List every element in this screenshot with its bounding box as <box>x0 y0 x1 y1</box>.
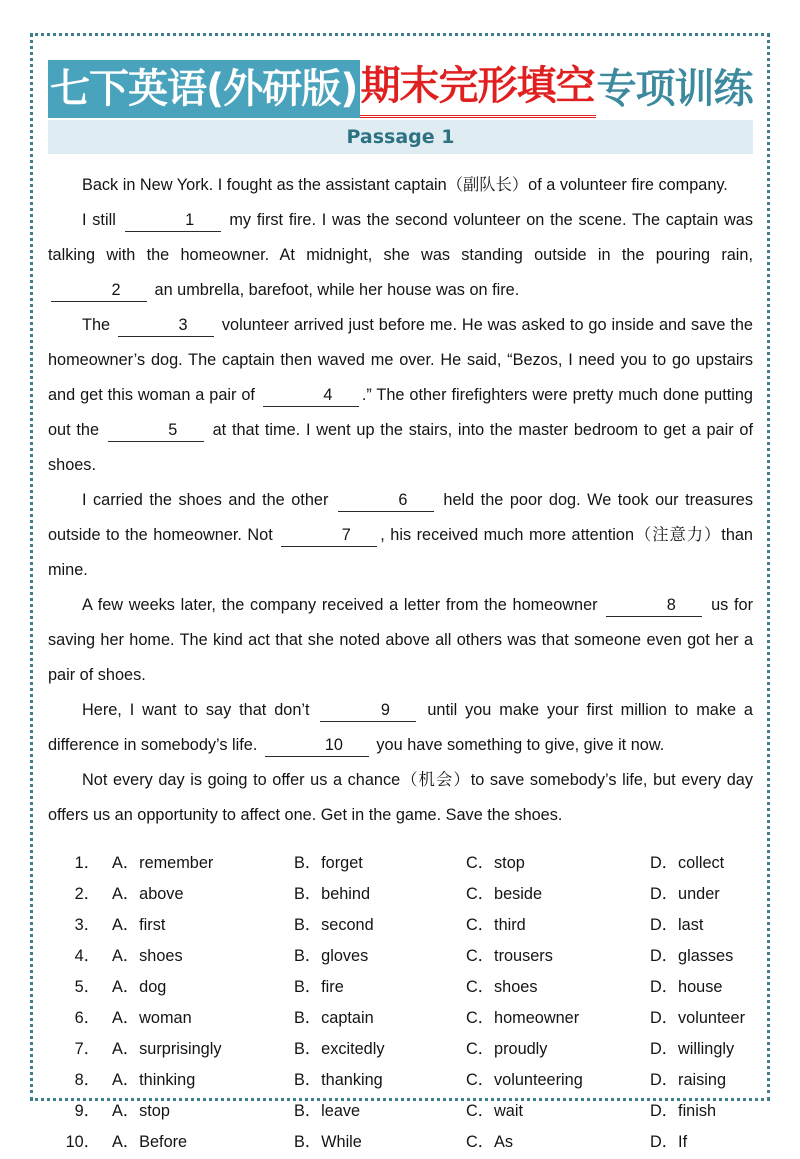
option-choice-A[interactable]: A．remember <box>112 854 214 872</box>
option-choice-C[interactable]: C．wait <box>466 1102 523 1120</box>
option-choice-A[interactable]: A．woman <box>112 1009 192 1027</box>
option-choice-B[interactable]: B．While <box>294 1133 362 1151</box>
passage-text-run: Back in New York. I fought as the assistant captain（副队长）of a volunteer fire company. <box>82 176 728 194</box>
passage-text-run: I carried the shoes and the other <box>82 491 335 509</box>
answer-blank-2[interactable]: 2 <box>51 279 147 302</box>
option-row <box>48 1066 753 1097</box>
option-choice-C[interactable]: C．stop <box>466 854 525 872</box>
option-choice-B[interactable]: B．thanking <box>294 1071 383 1089</box>
option-choice-A[interactable]: A．stop <box>112 1102 170 1120</box>
option-choice-B[interactable]: B．captain <box>294 1009 374 1027</box>
passage-text-run: A few weeks later, the company received a letter from the homeowner <box>82 596 604 614</box>
worksheet-title <box>48 60 753 118</box>
passage-text-run: you have something to give, give it now. <box>371 736 665 754</box>
option-number: 10． <box>65 1133 100 1151</box>
option-choice-C[interactable]: C．homeowner <box>466 1009 580 1027</box>
option-choice-C[interactable]: C．third <box>466 916 526 934</box>
option-choice-B[interactable]: B．leave <box>294 1102 361 1120</box>
answer-blank-1[interactable]: 1 <box>125 209 221 232</box>
option-choice-A[interactable]: A．thinking <box>112 1071 196 1089</box>
passage-text-run: .” The other firefighters were pretty much done putting out the <box>48 386 753 439</box>
option-choice-A[interactable]: A．first <box>112 916 166 934</box>
option-choice-D[interactable]: D．raising <box>650 1071 727 1089</box>
option-choice-C[interactable]: C．volunteering <box>466 1071 583 1089</box>
option-number: 8． <box>74 1071 100 1089</box>
option-choice-C[interactable]: C．shoes <box>466 978 538 996</box>
passage-paragraph <box>48 693 753 763</box>
option-row <box>48 1035 753 1066</box>
option-choice-B[interactable]: B．forget <box>294 854 363 872</box>
option-choice-D[interactable]: D．If <box>650 1133 688 1151</box>
passage-paragraph <box>48 588 753 693</box>
option-number: 7． <box>74 1040 100 1058</box>
passage-label: Passage 1 <box>346 126 455 148</box>
option-choice-A[interactable]: A．Before <box>112 1133 188 1151</box>
option-choice-A[interactable]: A．above <box>112 885 184 903</box>
answer-blank-4[interactable]: 4 <box>263 384 359 407</box>
option-choice-B[interactable]: B．second <box>294 916 374 934</box>
passage-paragraph <box>48 203 753 308</box>
passage-header-band <box>48 120 753 154</box>
passage-text-run: us for saving her home. The kind act that she noted above all others was that someone even got her a pair of shoes. <box>48 596 753 684</box>
option-row <box>48 1097 753 1128</box>
option-row <box>48 1004 753 1035</box>
option-choice-B[interactable]: B．fire <box>294 978 344 996</box>
title-segment-training: 专项训练 <box>596 66 753 112</box>
option-choice-C[interactable]: C．trousers <box>466 947 553 965</box>
option-choice-A[interactable]: A．dog <box>112 978 167 996</box>
option-choice-B[interactable]: B．excitedly <box>294 1040 385 1058</box>
option-choice-A[interactable]: A．surprisingly <box>112 1040 222 1058</box>
option-choice-A[interactable]: A．shoes <box>112 947 183 965</box>
option-row <box>48 942 753 973</box>
passage-text-run: The <box>82 316 115 334</box>
option-choice-D[interactable]: D．last <box>650 916 704 934</box>
option-number: 2． <box>74 885 100 903</box>
option-choice-B[interactable]: B．behind <box>294 885 371 903</box>
option-number: 1． <box>74 854 100 872</box>
passage-text-run: Not every day is going to offer us a chance（机会）to save somebody’s life, but every day offers us an opportunity to affect one. Get in the game. Save the shoes. <box>48 771 753 824</box>
answer-blank-8[interactable]: 8 <box>606 594 702 617</box>
passage-text-run: held the poor dog. We took our treasures outside to the homeowner. Not <box>48 491 753 544</box>
answer-blank-6[interactable]: 6 <box>338 489 434 512</box>
option-row <box>48 911 753 942</box>
option-choice-D[interactable]: D．collect <box>650 854 725 872</box>
option-choice-C[interactable]: C．As <box>466 1133 514 1151</box>
option-choice-D[interactable]: D．glasses <box>650 947 734 965</box>
passage-text-run: until you make your first million to make a difference in somebody’s life. <box>48 701 753 754</box>
option-row <box>48 973 753 1004</box>
answer-blank-9[interactable]: 9 <box>320 699 416 722</box>
option-number: 6． <box>74 1009 100 1027</box>
option-choice-D[interactable]: D．house <box>650 978 723 996</box>
options-list <box>48 849 753 1159</box>
worksheet-content <box>48 50 753 1159</box>
passage-paragraph <box>48 168 753 203</box>
passage-paragraph <box>48 763 753 833</box>
option-number: 4． <box>74 947 100 965</box>
option-row <box>48 1128 753 1159</box>
passage-text <box>48 168 753 833</box>
passage-text-run: , his received much more attention（注意力）than mine. <box>48 526 753 579</box>
option-choice-C[interactable]: C．beside <box>466 885 543 903</box>
option-choice-D[interactable]: D．volunteer <box>650 1009 746 1027</box>
passage-text-run: I still <box>82 211 122 229</box>
passage-paragraph <box>48 308 753 483</box>
option-number: 5． <box>74 978 100 996</box>
option-choice-D[interactable]: D．willingly <box>650 1040 735 1058</box>
option-choice-C[interactable]: C．proudly <box>466 1040 548 1058</box>
option-choice-D[interactable]: D．finish <box>650 1102 717 1120</box>
option-choice-B[interactable]: B．gloves <box>294 947 369 965</box>
answer-blank-5[interactable]: 5 <box>108 419 204 442</box>
option-row <box>48 880 753 911</box>
option-choice-D[interactable]: D．under <box>650 885 720 903</box>
passage-text-run: Here, I want to say that don’t <box>82 701 318 719</box>
title-segment-subject: 七下英语(外研版) <box>48 60 360 118</box>
title-segment-topic: 期末完形填空 <box>360 57 596 118</box>
passage-text-run: an umbrella, barefoot, while her house was on fire. <box>150 281 520 299</box>
passage-paragraph <box>48 483 753 588</box>
answer-blank-3[interactable]: 3 <box>118 314 214 337</box>
passage-text-run: volunteer arrived just before me. He was asked to go inside and save the homeowner’s dog. The captain then waved me over. He said, “Bezos, I need you to go upstairs and get this woman a pair of <box>48 316 753 404</box>
option-row <box>48 849 753 880</box>
passage-text-run: my first fire. I was the second volunteer on the scene. The captain was talking with the homeowner. At midnight, she was standing outside in the pouring rain, <box>48 211 753 264</box>
option-number: 3． <box>74 916 100 934</box>
answer-blank-7[interactable]: 7 <box>281 524 377 547</box>
passage-text-run: at that time. I went up the stairs, into the master bedroom to get a pair of shoes. <box>48 421 753 474</box>
option-number: 9． <box>74 1102 100 1120</box>
answer-blank-10[interactable]: 10 <box>265 734 369 757</box>
